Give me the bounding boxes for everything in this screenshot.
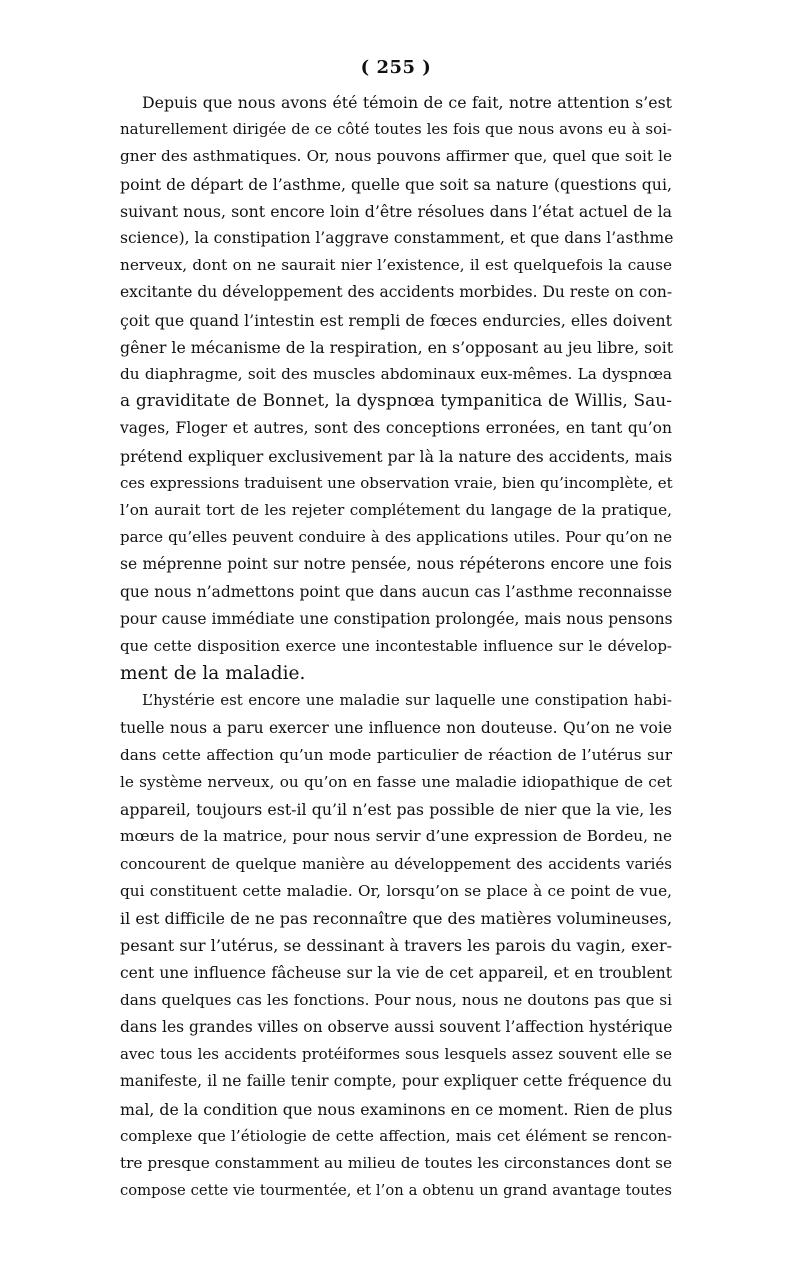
text-line: L’hystérie est encore une maladie sur laquelle une constipation habi- xyxy=(142,691,672,710)
text-line: du diaphragme, soit des muscles abdominaux eux-mêmes. La dyspnœa xyxy=(120,365,672,384)
text-line: compose cette vie tourmentée, et l’on a obtenu un grand avantage toutes xyxy=(120,1182,672,1200)
text-line: prétend expliquer exclusivement par là la nature des accidents, mais xyxy=(120,446,673,466)
text-line: appareil, toujours est-il qu’il n’est pas possible de nier que la vie, les xyxy=(120,800,672,820)
text-line: tuelle nous a paru exercer une influence non douteuse. Qu’on ne voie xyxy=(120,718,672,737)
text-line: excitante du développement des accidents morbides. Du reste on con- xyxy=(120,283,673,302)
text-line: cent une influence fâcheuse sur la vie de cet appareil, et en troublent xyxy=(120,963,672,982)
text-line: concourent de quelque manière au développement des accidents variés xyxy=(120,854,672,873)
text-line: gêner le mécanisme de la respiration, en s’opposant au jeu libre, soit xyxy=(120,337,674,357)
text-line: nerveux, dont on ne saurait nier l’existence, il est quelquefois la cause xyxy=(120,256,672,275)
paragraph-2 xyxy=(120,687,672,1204)
text-line: a graviditate de Bonnet, la dyspnœa tympanitica de Willis, Sau- xyxy=(120,391,672,412)
text-line: le système nerveux, ou qu’on en fasse une maladie idiopathique de cet xyxy=(120,773,672,792)
text-line: dans quelques cas les fonctions. Pour nous, nous ne doutons pas que si xyxy=(120,990,672,1009)
text-line: il est difficile de ne pas reconnaître que des matières volumineuses, xyxy=(120,909,673,929)
text-line: complexe que l’étiologie de cette affection, mais cet élément se rencon- xyxy=(120,1126,672,1145)
text-line: science), la constipation l’aggrave constamment, et que dans l’asthme xyxy=(120,229,674,248)
text-line: mœurs de la matrice, pour nous servir d’une expression de Bordeu, ne xyxy=(120,827,672,846)
text-line: dans les grandes villes on observe aussi souvent l’affection hystérique xyxy=(120,1017,673,1036)
text-line: çoit que quand l’intestin est rempli de fœces endurcies, elles doivent xyxy=(120,310,672,330)
text-line: Depuis que nous avons été témoin de ce fait, notre attention s’est xyxy=(142,93,672,112)
text-line: mal, de la condition que nous examinons en ce moment. Rien de plus xyxy=(120,1099,673,1119)
text-line: ces expressions traduisent une observation vraie, bien qu’incomplète, et xyxy=(120,473,673,492)
text-line: pesant sur l’utérus, se dessinant à travers les parois du vagin, exer- xyxy=(120,936,672,956)
text-line: qui constituent cette maladie. Or, lorsqu’on se place à ce point de vue, xyxy=(120,881,672,900)
paragraph-1 xyxy=(120,89,672,687)
text-line: que nous n’admettons point que dans aucun cas l’asthme reconnaisse xyxy=(120,582,672,601)
text-line: vages, Floger et autres, sont des conceptions erronées, en tant qu’on xyxy=(120,419,672,438)
text-line: pour cause immédiate une constipation prolongée, mais nous pensons xyxy=(120,609,673,628)
text-line: point de départ de l’asthme, quelle que soit sa nature (questions qui, xyxy=(120,174,672,194)
page-number: ( 255 ) xyxy=(360,57,432,78)
text-line: l’on aurait tort de les rejeter complétement du langage de la pratique, xyxy=(120,501,672,520)
text-line: ment de la maladie. xyxy=(120,663,306,685)
text-line: que cette disposition exerce une incontestable influence sur le dévelop- xyxy=(120,637,672,656)
text-line: suivant nous, sont encore loin d’être résolues dans l’état actuel de la xyxy=(120,201,672,221)
book-page xyxy=(120,55,672,1204)
text-line: dans cette affection qu’un mode particulier de réaction de l’utérus sur xyxy=(120,745,672,764)
text-line: manifeste, il ne faille tenir compte, pour expliquer cette fréquence du xyxy=(120,1072,672,1091)
text-line: gner des asthmatiques. Or, nous pouvons affirmer que, quel que soit le xyxy=(120,147,672,166)
text-line: parce qu’elles peuvent conduire à des applications utiles. Pour qu’on ne xyxy=(120,528,672,547)
text-line: se méprenne point sur notre pensée, nous répéterons encore une fois xyxy=(120,555,672,574)
text-line: tre presque constamment au milieu de toutes les circonstances dont se xyxy=(120,1153,672,1172)
text-line: avec tous les accidents protéiformes sous lesquels assez souvent elle se xyxy=(120,1045,672,1064)
text-line: naturellement dirigée de ce côté toutes les fois que nous avons eu à soi- xyxy=(120,120,672,139)
